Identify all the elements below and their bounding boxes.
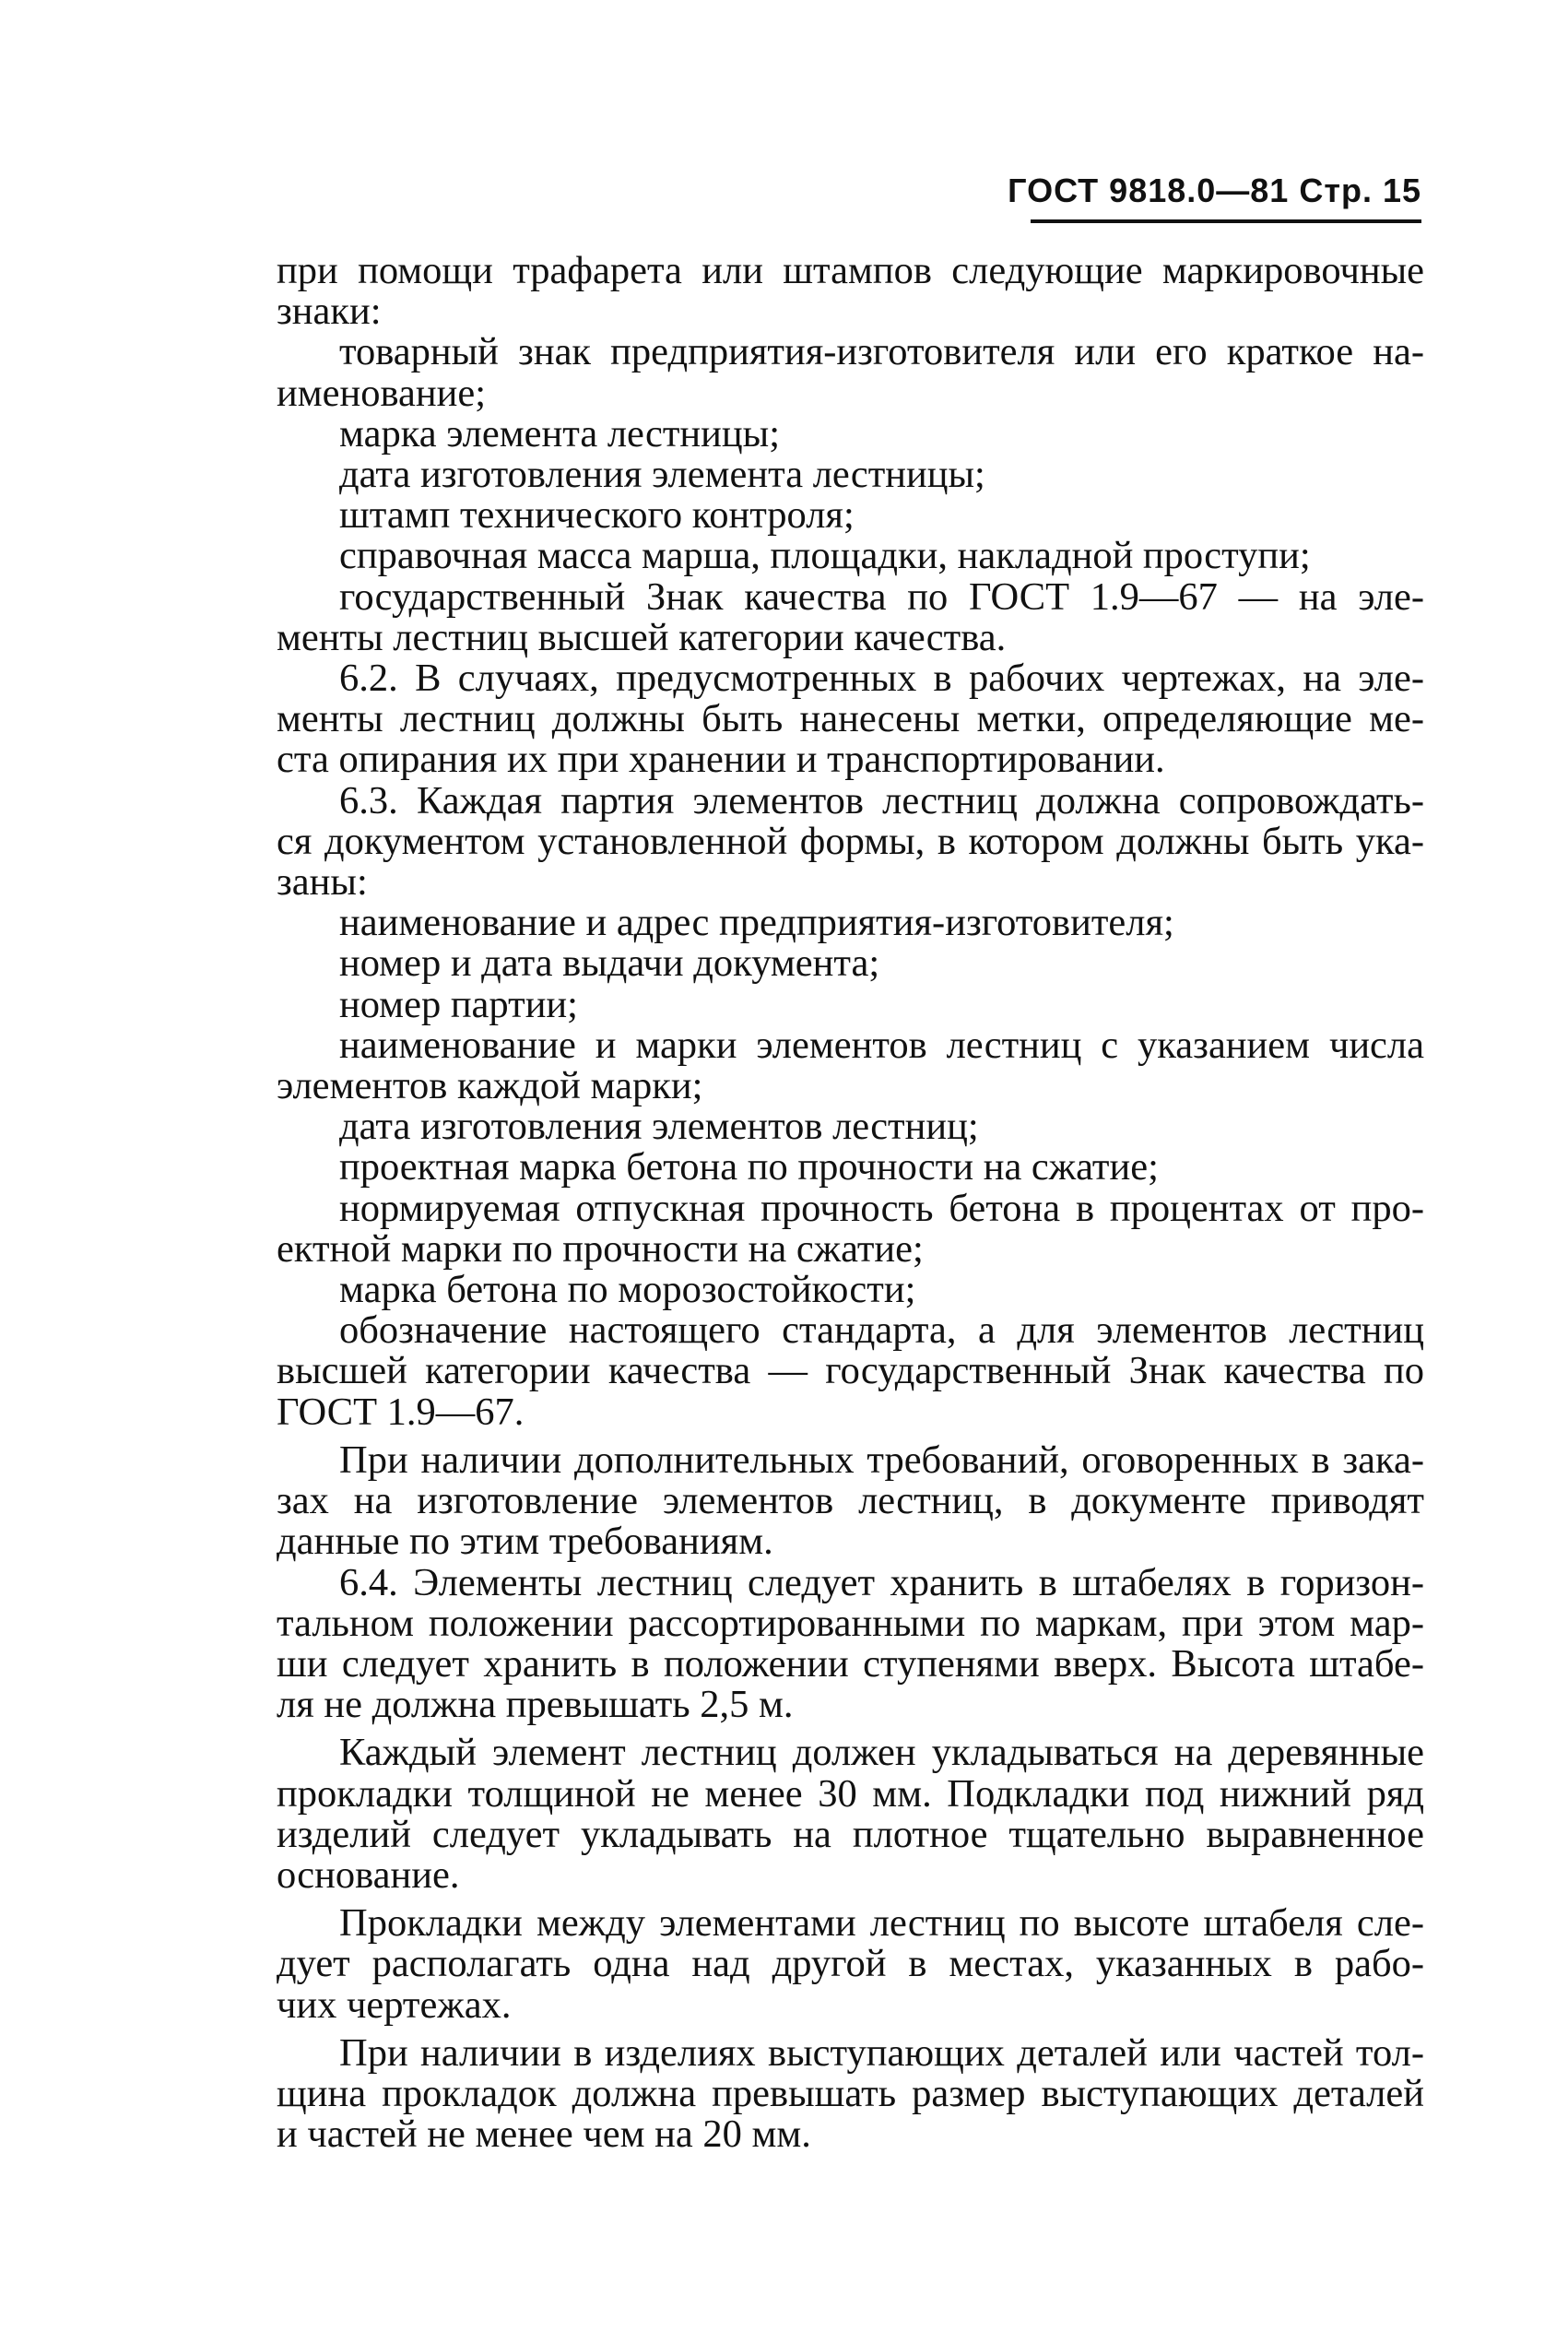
document-body (277, 251, 1424, 2155)
text-line: товарный знак предприятия-изготовителя или его краткое на- (339, 330, 1424, 374)
text-line: при помощи трафарета или штампов следующие маркировочные (277, 249, 1424, 292)
text-line: государственный Знак качества по ГОСТ 1.9—67 — на эле- (339, 574, 1424, 619)
text-line: и частей не менее чем на 20 мм. (277, 2112, 811, 2157)
text-line: 6.3. Каждая партия элементов лестниц должна сопровождать- (339, 778, 1424, 822)
text-line: менты лестниц высшей категории качества. (277, 615, 1007, 659)
text-line: чих чертежах. (277, 1982, 512, 2027)
text-line: дата изготовления элемента лестницы; (339, 453, 985, 497)
text-line: 6.4. Элементы лестниц следует хранить в штабелях в горизон- (339, 1560, 1424, 1604)
text-line: дата изготовления элементов лестниц; (339, 1105, 979, 1149)
text-line: проектная марка бетона по прочности на сжатие; (339, 1145, 1159, 1189)
text-line: основание. (277, 1852, 460, 1897)
text-line: 6.2. В случаях, предусмотренных в рабочих чертежах, на эле- (339, 657, 1424, 701)
text-line: номер партии; (339, 982, 578, 1026)
page-header (1008, 172, 1421, 227)
text-line: Каждый элемент лестниц должен укладываться на деревянные (339, 1731, 1424, 1775)
text-line: справочная масса марша, площадки, накладной проступи; (339, 534, 1311, 578)
text-line: менты лестниц должны быть нанесены метки, определяющие ме- (277, 697, 1424, 741)
header-rule (1031, 219, 1421, 223)
text-line: элементов каждой марки; (277, 1064, 703, 1108)
text-line: наименование и адрес предприятия-изготовителя; (339, 901, 1174, 945)
text-line: тальном положении рассортированными по маркам, при этом мар- (277, 1601, 1424, 1645)
text-line: ся документом установленной формы, в котором должны быть ука- (277, 819, 1424, 863)
text-line: дует располагать одна над другой в местах, указанных в рабо- (277, 1942, 1424, 1986)
text-line: При наличии дополнительных требований, оговоренных в зака- (339, 1438, 1424, 1482)
text-line: марка элемента лестницы; (339, 411, 781, 456)
text-line: нормируемая отпускная прочность бетона в процентах от про- (339, 1186, 1424, 1230)
text-line: ектной марки по прочности на сжатие; (277, 1226, 924, 1271)
text-line: изделий следует укладывать на плотное тщательно выравненное (277, 1812, 1424, 1856)
text-line: заны: (277, 860, 368, 905)
text-line: щина прокладок должна превышать размер выступающих деталей (277, 2071, 1424, 2115)
text-line: данные по этим требованиям. (277, 1520, 773, 1564)
text-line: штамп технического контроля; (339, 493, 855, 538)
text-line: ши следует хранить в положении ступенями вверх. Высота штабе- (277, 1641, 1424, 1686)
text-line: При наличии в изделиях выступающих деталей или частей тол- (339, 2030, 1424, 2075)
text-line: знаки: (277, 290, 382, 334)
text-line: обозначение настоящего стандарта, а для элементов лестниц (339, 1308, 1424, 1353)
text-line: именование; (277, 371, 487, 415)
text-line: наименование и марки элементов лестниц с указанием числа (339, 1023, 1424, 1067)
text-line: зах на изготовление элементов лестниц, в документе приводят (277, 1479, 1424, 1523)
text-line: высшей категории качества — государственный Знак качества по (277, 1349, 1424, 1393)
text-line: марка бетона по морозостойкости; (339, 1268, 916, 1312)
text-line: прокладки толщиной не менее 30 мм. Подкладки под нижний ряд (277, 1771, 1424, 1816)
text-line: Прокладки между элементами лестниц по высоте штабеля сле- (339, 1901, 1424, 1946)
text-line: ГОСТ 1.9—67. (277, 1390, 525, 1434)
text-line: ля не должна превышать 2,5 м. (277, 1683, 794, 1727)
text-line: номер и дата выдачи документа; (339, 941, 880, 986)
page-header-title: ГОСТ 9818.0—81 Стр. 15 (1008, 172, 1421, 209)
text-line: ста опирания их при хранении и транспортировании. (277, 738, 1165, 782)
